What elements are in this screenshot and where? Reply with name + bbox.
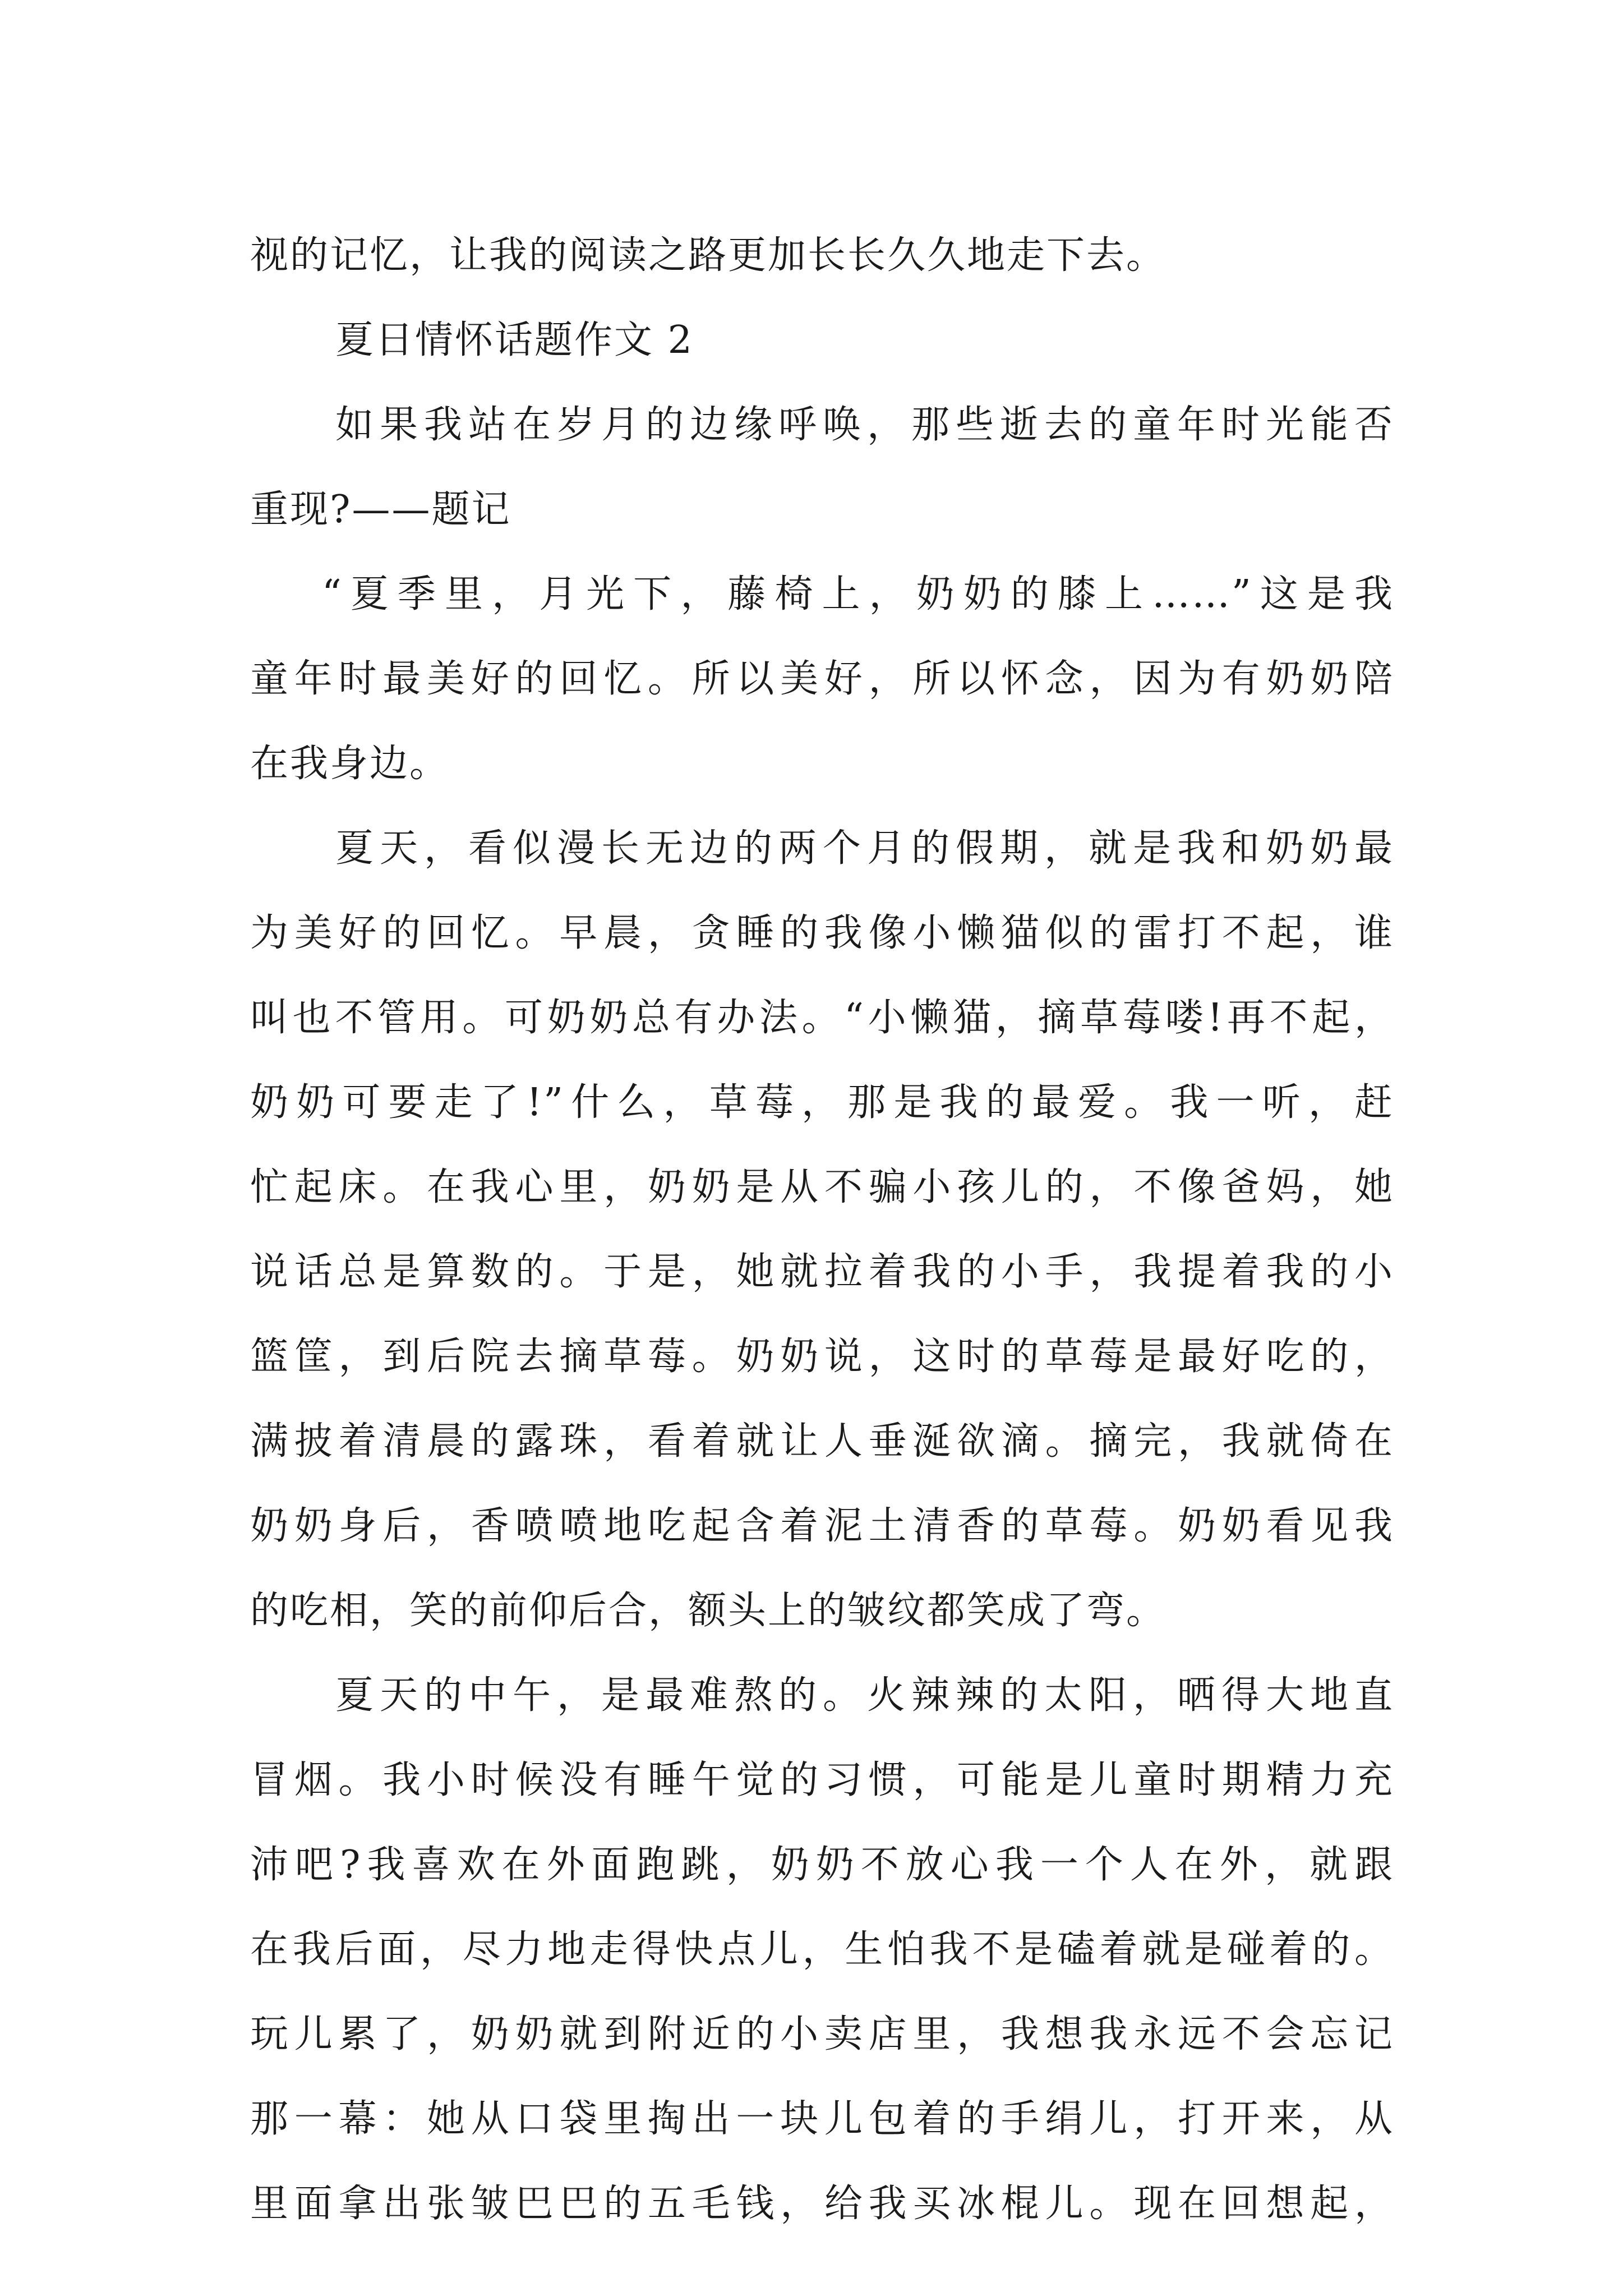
text-line: 叫也不管用。可奶奶总有办法。“小懒猫，摘草莓喽!再不起， [250, 996, 1394, 1040]
text-line: “夏季里，月光下，藤椅上，奶奶的膝上……”这是我 [322, 572, 1394, 616]
text-line: 玩儿累了，奶奶就到附近的小卖店里，我想我永远不会忘记 [250, 2012, 1394, 2056]
text-line: 视的记忆，让我的阅读之路更加长长久久地走下去。 [250, 233, 1166, 278]
text-line: 忙起床。在我心里，奶奶是从不骗小孩儿的，不像爸妈，她 [250, 1165, 1394, 1209]
text-line: 在我后面，尽力地走得快点儿，生怕我不是磕着就是碰着的。 [250, 1927, 1394, 1972]
text-line: 满披着清晨的露珠，看着就让人垂涎欲滴。摘完，我就倚在 [250, 1419, 1394, 1464]
text-line: 童年时最美好的回忆。所以美好，所以怀念，因为有奶奶陪 [250, 657, 1394, 701]
text-line: 夏天，看似漫长无边的两个月的假期，就是我和奶奶最 [335, 826, 1394, 871]
text-line: 里面拿出张皱巴巴的五毛钱，给我买冰棍儿。现在回想起， [250, 2182, 1394, 2226]
text-line: 重现?——题记 [250, 487, 511, 532]
text-line: 夏天的中午，是最难熬的。火辣辣的太阳，晒得大地直 [335, 1673, 1394, 1718]
text-line: 说话总是算数的。于是，她就拉着我的小手，我提着我的小 [250, 1250, 1394, 1294]
text-line: 那一幕：她从口袋里掏出一块儿包着的手绢儿，打开来，从 [250, 2097, 1394, 2141]
section-heading: 夏日情怀话题作文 2 [335, 318, 694, 362]
document-body [250, 213, 1394, 2246]
text-line: 奶奶可要走了!”什么，草莓，那是我的最爱。我一听，赶 [250, 1080, 1394, 1125]
text-line: 沛吧?我喜欢在外面跑跳，奶奶不放心我一个人在外，就跟 [250, 1843, 1394, 1887]
text-line: 为美好的回忆。早晨，贪睡的我像小懒猫似的雷打不起，谁 [250, 911, 1394, 955]
text-line: 篮筐，到后院去摘草莓。奶奶说，这时的草莓是最好吃的， [250, 1335, 1394, 1379]
text-line: 的吃相，笑的前仰后合，额头上的皱纹都笑成了弯。 [250, 1589, 1166, 1633]
text-line: 冒烟。我小时候没有睡午觉的习惯，可能是儿童时期精力充 [250, 1758, 1394, 1802]
text-line: 在我身边。 [250, 742, 450, 786]
text-line: 奶奶身后，香喷喷地吃起含着泥土清香的草莓。奶奶看见我 [250, 1504, 1394, 1548]
text-line: 如果我站在岁月的边缘呼唤，那些逝去的童年时光能否 [335, 403, 1394, 447]
